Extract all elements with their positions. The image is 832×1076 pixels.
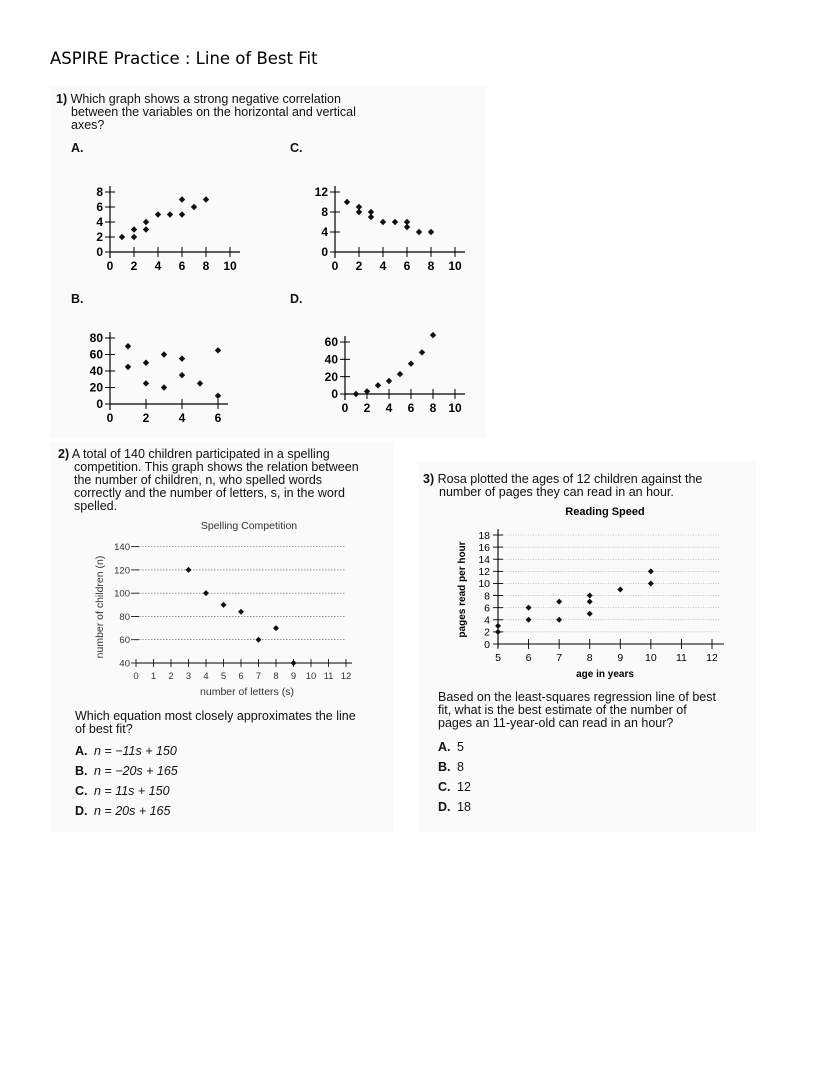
data-point <box>161 384 167 390</box>
prompt-line: Which equation most closely approximates the line <box>75 709 356 723</box>
x-tick-label: 10 <box>223 259 237 273</box>
y-tick-label: 8 <box>484 590 490 603</box>
q3-choices <box>438 740 471 814</box>
x-tick-label: 0 <box>106 259 114 273</box>
data-point <box>119 234 125 240</box>
data-point <box>419 349 425 355</box>
graph-c-scatter-plot <box>290 178 480 278</box>
x-axis-label: number of letters (s) <box>200 686 294 698</box>
choice-letter: A. <box>438 740 451 754</box>
y-tick-label: 140 <box>114 542 130 554</box>
data-point <box>380 219 386 225</box>
spelling-competition-chart <box>92 515 362 700</box>
data-point <box>125 364 131 370</box>
y-tick-label: 40 <box>324 352 338 367</box>
y-tick-label: 4 <box>96 215 103 230</box>
data-point <box>587 593 593 599</box>
data-point <box>125 343 131 349</box>
x-tick-label: 11 <box>323 671 334 682</box>
prompt-line: fit, what is the best estimate of the number of <box>438 703 687 717</box>
data-point <box>648 568 654 574</box>
x-tick-label: 0 <box>133 671 139 682</box>
y-axis-label: number of children (n) <box>94 555 106 659</box>
choice-text: 8 <box>457 760 464 774</box>
y-tick-label: 12 <box>314 185 328 200</box>
data-point <box>526 617 532 623</box>
x-tick-label: 10 <box>448 401 462 415</box>
choice-text: 18 <box>457 800 471 814</box>
x-tick-label: 6 <box>214 411 222 425</box>
choice-letter: B. <box>438 760 451 774</box>
data-point <box>404 224 410 230</box>
x-tick-label: 6 <box>238 671 244 682</box>
data-point <box>526 605 532 611</box>
x-tick-label: 12 <box>706 652 718 664</box>
x-tick-label: 6 <box>525 652 532 664</box>
data-point <box>587 599 593 605</box>
choice-text: n = 20s + 165 <box>94 804 171 818</box>
choice-d[interactable] <box>75 804 178 818</box>
data-point <box>179 211 185 217</box>
choice-text: n = −11s + 150 <box>94 744 177 758</box>
y-tick-label: 80 <box>119 611 130 623</box>
x-tick-label: 2 <box>355 259 363 273</box>
y-tick-label: 60 <box>89 347 103 362</box>
prompt-line: of best fit? <box>75 722 133 736</box>
x-tick-label: 9 <box>290 671 297 682</box>
data-point <box>368 214 374 220</box>
y-tick-label: 20 <box>324 369 338 384</box>
question-number: 2) <box>58 447 70 461</box>
x-tick-label: 8 <box>586 652 593 664</box>
data-point <box>430 332 436 338</box>
data-point <box>197 380 203 386</box>
y-tick-label: 4 <box>484 614 490 627</box>
y-tick-label: 6 <box>96 200 103 215</box>
question-text-line: between the variables on the horizontal and vertical <box>71 105 356 119</box>
reading-speed-chart <box>450 502 740 684</box>
choice-letter: D. <box>438 800 451 814</box>
y-tick-label: 40 <box>89 364 103 379</box>
y-tick-label: 80 <box>89 331 103 346</box>
x-tick-label: 6 <box>178 259 186 273</box>
choice-letter: C. <box>75 784 88 798</box>
data-point <box>143 226 149 232</box>
question-number: 1) <box>56 92 68 106</box>
data-point <box>291 660 297 666</box>
data-point <box>131 226 137 232</box>
data-point <box>495 623 501 629</box>
data-point <box>143 219 149 225</box>
x-tick-label: 9 <box>617 652 624 664</box>
question-2-prompt <box>75 710 395 736</box>
y-tick-label: 18 <box>478 529 490 542</box>
data-point <box>155 211 161 217</box>
data-point <box>167 211 173 217</box>
graph-b-scatter-plot <box>70 322 260 428</box>
data-point <box>179 196 185 202</box>
data-point <box>238 609 244 615</box>
x-tick-label: 7 <box>556 652 563 664</box>
choice-a[interactable] <box>438 740 471 754</box>
y-axis-label: pages read per hour <box>457 541 468 638</box>
y-tick-label: 8 <box>96 185 103 200</box>
choice-c[interactable] <box>438 780 471 794</box>
x-tick-label: 2 <box>142 411 150 425</box>
graph-c-label: C. <box>290 141 303 155</box>
choice-c[interactable] <box>75 784 178 798</box>
data-point <box>143 360 149 366</box>
question-2-text <box>58 448 398 513</box>
y-tick-label: 4 <box>321 225 328 240</box>
data-point <box>648 580 654 586</box>
data-point <box>179 372 185 378</box>
question-3-prompt <box>438 691 753 730</box>
y-tick-label: 0 <box>484 638 490 651</box>
x-tick-label: 6 <box>407 401 415 415</box>
x-tick-label: 0 <box>106 411 114 425</box>
y-tick-label: 0 <box>331 387 338 402</box>
data-point <box>215 393 221 399</box>
x-tick-label: 6 <box>403 259 411 273</box>
y-tick-label: 60 <box>119 635 130 647</box>
x-tick-label: 10 <box>645 652 657 664</box>
y-tick-label: 8 <box>321 205 328 220</box>
question-text-line: the number of children, n, who spelled words <box>74 473 323 487</box>
choice-d[interactable] <box>438 800 471 814</box>
data-point <box>273 625 279 631</box>
x-tick-label: 1 <box>150 671 157 682</box>
graph-d-label: D. <box>290 292 303 306</box>
y-tick-label: 60 <box>324 335 338 350</box>
x-tick-label: 10 <box>305 671 317 682</box>
x-tick-label: 5 <box>220 671 227 682</box>
data-point <box>556 617 562 623</box>
data-point <box>221 602 227 608</box>
data-point <box>353 391 359 397</box>
x-tick-label: 8 <box>273 671 279 682</box>
data-point <box>191 204 197 210</box>
question-3-text <box>423 473 753 499</box>
x-tick-label: 0 <box>331 259 339 273</box>
data-point <box>386 378 392 384</box>
data-point <box>256 637 262 643</box>
x-tick-label: 2 <box>168 671 174 682</box>
question-text-line: Rosa plotted the ages of 12 children against the <box>437 472 703 486</box>
data-point <box>356 209 362 215</box>
x-tick-label: 4 <box>379 259 387 273</box>
x-tick-label: 2 <box>130 259 138 273</box>
choice-a[interactable] <box>75 744 178 758</box>
x-tick-label: 7 <box>255 671 262 682</box>
choice-text: n = −20s + 165 <box>94 764 178 778</box>
data-point <box>556 599 562 605</box>
data-point <box>186 567 192 573</box>
data-point <box>408 360 414 366</box>
x-tick-label: 4 <box>203 671 209 682</box>
x-tick-label: 8 <box>202 259 210 273</box>
y-tick-label: 20 <box>89 380 103 395</box>
question-number: 3) <box>423 472 435 486</box>
x-tick-label: 4 <box>154 259 162 273</box>
q2-choices <box>75 744 178 818</box>
x-tick-label: 8 <box>429 401 437 415</box>
choice-letter: C. <box>438 780 451 794</box>
x-tick-label: 4 <box>178 411 186 425</box>
graph-a-scatter-plot <box>70 178 250 278</box>
data-point <box>215 347 221 353</box>
question-1-text <box>56 93 486 132</box>
y-tick-label: 2 <box>484 626 490 639</box>
data-point <box>416 229 422 235</box>
y-tick-label: 40 <box>119 658 130 670</box>
data-point <box>179 355 185 361</box>
choice-text: 12 <box>457 780 471 794</box>
data-point <box>587 611 593 617</box>
graph-a-label: A. <box>71 141 84 155</box>
x-tick-label: 0 <box>341 401 349 415</box>
question-text-line: A total of 140 children participated in a spelling <box>71 447 330 461</box>
x-tick-label: 10 <box>448 259 462 273</box>
prompt-line: pages an 11-year-old can read in an hour? <box>438 716 674 730</box>
x-tick-label: 12 <box>340 671 352 682</box>
x-tick-label: 11 <box>675 652 687 664</box>
question-text-line: spelled. <box>74 499 118 513</box>
y-tick-label: 100 <box>114 588 130 600</box>
question-text-line: axes? <box>71 118 105 132</box>
data-point <box>203 196 209 202</box>
data-point <box>617 587 623 593</box>
graph-b-label: B. <box>71 292 84 306</box>
choice-text: n = 11s + 150 <box>94 784 170 798</box>
y-tick-label: 0 <box>321 245 328 260</box>
choice-b[interactable] <box>438 760 471 774</box>
x-tick-label: 8 <box>427 259 435 273</box>
y-tick-label: 2 <box>96 230 103 245</box>
prompt-line: Based on the least-squares regression line of best <box>438 690 716 704</box>
x-axis-label: age in years <box>576 669 634 680</box>
chart-title: Spelling Competition <box>200 520 298 532</box>
data-point <box>397 371 403 377</box>
data-point <box>375 382 381 388</box>
question-text-line: Which graph shows a strong negative correlation <box>70 92 341 106</box>
choice-letter: D. <box>75 804 88 818</box>
chart-title: Reading Speed <box>565 506 645 518</box>
data-point <box>161 351 167 357</box>
x-tick-label: 3 <box>185 671 192 682</box>
data-point <box>143 380 149 386</box>
data-point <box>131 234 137 240</box>
choice-letter: A. <box>75 744 88 758</box>
question-text-line: correctly and the number of letters, s, in the word <box>74 486 345 500</box>
x-tick-label: 5 <box>495 652 501 664</box>
question-text-line: number of pages they can read in an hour. <box>439 485 674 499</box>
data-point <box>428 229 434 235</box>
y-tick-label: 14 <box>478 554 490 567</box>
choice-text: 5 <box>457 740 464 754</box>
graph-d-scatter-plot <box>290 328 480 428</box>
x-tick-label: 4 <box>385 401 393 415</box>
question-text-line: competition. This graph shows the relation between <box>74 460 359 474</box>
x-tick-label: 2 <box>363 401 371 415</box>
y-tick-label: 12 <box>478 566 490 579</box>
data-point <box>344 199 350 205</box>
y-tick-label: 6 <box>484 602 490 615</box>
y-tick-label: 0 <box>96 245 103 260</box>
data-point <box>203 590 209 596</box>
data-point <box>392 219 398 225</box>
page-title: ASPIRE Practice : Line of Best Fit <box>50 49 318 68</box>
data-point <box>495 629 501 635</box>
choice-b[interactable] <box>75 764 178 778</box>
y-tick-label: 16 <box>478 541 490 554</box>
y-tick-label: 10 <box>478 578 490 591</box>
y-tick-label: 120 <box>114 565 130 577</box>
y-tick-label: 0 <box>96 397 103 412</box>
choice-letter: B. <box>75 764 88 778</box>
